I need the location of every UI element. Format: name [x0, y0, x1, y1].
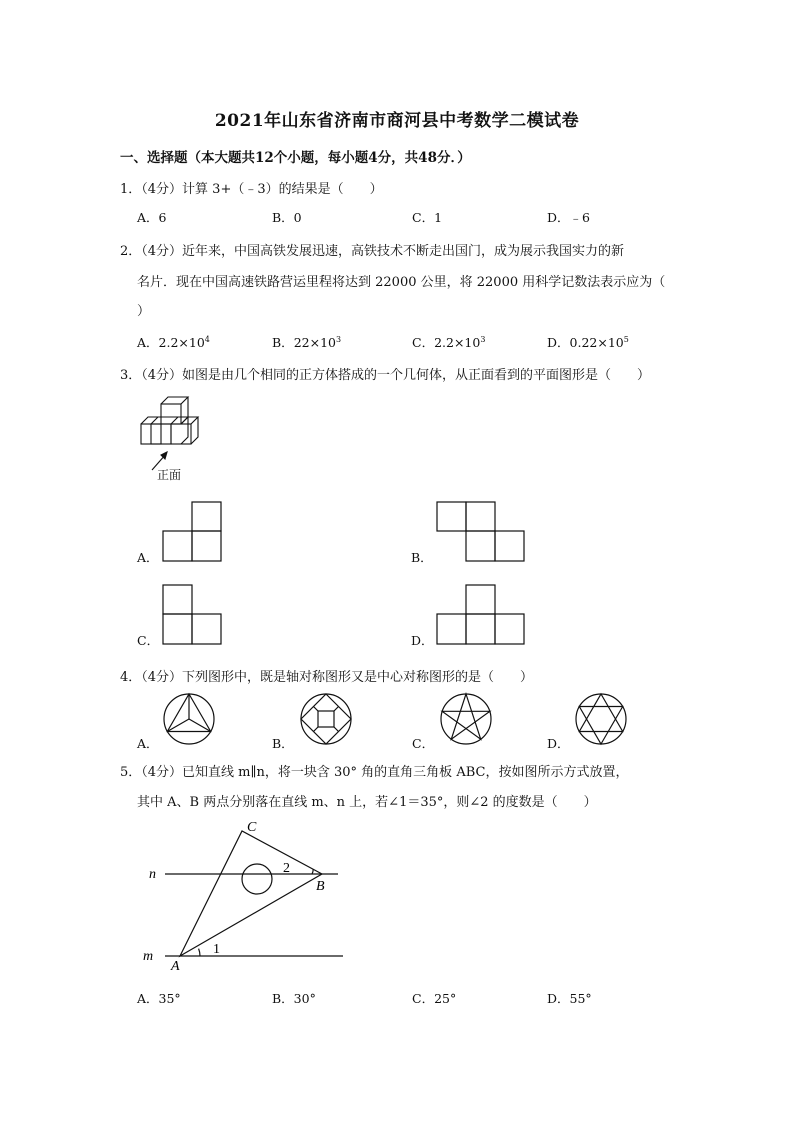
q2-option-b-exponent: 3 [335, 334, 342, 344]
q1-option-b[interactable]: B．0 [272, 210, 302, 225]
q5-option-d[interactable]: D．55° [547, 991, 592, 1006]
q3-option-a-figure[interactable] [162, 501, 222, 562]
q4-option-a[interactable]: A． [137, 736, 159, 751]
angle-1-arc [199, 949, 200, 956]
label-n: n [149, 867, 156, 882]
exam-title: 2021年山东省济南市商河县中考数学二模试卷 [214, 111, 580, 131]
q2-option-c-label: C． [412, 335, 435, 350]
q4-option-c-figure[interactable] [439, 692, 493, 746]
q1-option-a[interactable]: A．6 [137, 210, 167, 225]
triangle-parallel-lines-figure [135, 812, 350, 977]
triangle-abc [180, 831, 322, 956]
question-2-line-2: 名片．现在中国高速铁路营运里程将达到 22000 公里，将 22000 用科学记数法表示应为（ [137, 275, 666, 290]
q2-option-a-exponent: 4 [204, 334, 210, 344]
angle-2-arc [312, 869, 313, 874]
q2-option-d-exponent: 5 [623, 334, 629, 344]
q3-option-b[interactable]: B． [411, 550, 433, 565]
q2-option-d[interactable] [547, 333, 629, 351]
q5-option-a[interactable]: A．35° [137, 991, 181, 1006]
q2-option-b-mantissa: 22×10 [293, 335, 336, 350]
q2-option-d-mantissa: 0.22×10 [569, 335, 624, 350]
label-angle-1: 1 [213, 942, 220, 957]
q4-option-a-figure[interactable] [162, 692, 216, 746]
question-4-text: 4．（4分）下列图形中，既是轴对称图形又是中心对称图形的是（ ） [120, 670, 534, 685]
q2-option-d-label: D． [547, 335, 570, 350]
q2-option-a-mantissa: 2.2×10 [158, 335, 205, 350]
q2-option-b-label: B． [272, 335, 294, 350]
q3-option-a[interactable]: A． [137, 550, 159, 565]
question-2-line-1: 2．（4分）近年来，中国高铁发展迅速，高铁技术不断走出国门，成为展示我国实力的新 [120, 244, 625, 259]
triangle-hole [242, 864, 272, 894]
q4-option-b[interactable]: B． [272, 736, 294, 751]
label-b: B [316, 879, 325, 894]
q2-option-b[interactable] [272, 333, 341, 351]
question-5-line-1: 5．（4分）已知直线 m∥n，将一块含 30° 角的直角三角板 ABC，按如图所示方式放置， [120, 765, 629, 780]
question-2-line-3: ） [137, 304, 151, 319]
q4-option-c[interactable]: C． [412, 736, 435, 751]
label-c: C [247, 820, 257, 835]
q5-option-b[interactable]: B．30° [272, 991, 316, 1006]
q1-option-c[interactable]: C．1 [412, 210, 443, 225]
question-1-text: 1．（4分）计算 3+（﹣3）的结果是（ ） [120, 182, 383, 197]
question-3-text: 3．（4分）如图是由几个相同的正方体搭成的一个几何体，从正面看到的平面图形是（ ） [120, 368, 651, 383]
q4-option-b-figure[interactable] [299, 692, 353, 746]
q3-option-b-figure[interactable] [436, 501, 526, 562]
q2-option-c-exponent: 3 [480, 334, 486, 344]
section-heading: 一、选择题（本大题共12个小题，每小题4分，共48分．） [120, 150, 471, 166]
label-m: m [143, 949, 154, 964]
question-5-line-2: 其中 A、B 两点分别落在直线 m、n 上，若∠1＝35°，则∠2 的度数是（ ） [137, 795, 597, 810]
q4-option-d-figure[interactable] [574, 692, 628, 746]
q3-option-c-figure[interactable] [162, 584, 222, 645]
label-angle-2: 2 [283, 861, 290, 876]
q2-option-a[interactable] [137, 333, 210, 351]
front-view-caption: 正面 [157, 468, 182, 482]
q4-option-d[interactable]: D． [547, 736, 570, 751]
q3-option-c[interactable]: C． [137, 633, 160, 648]
q1-option-d[interactable]: D．﹣6 [547, 210, 590, 225]
label-a: A [171, 959, 180, 974]
q2-option-c[interactable] [412, 333, 485, 351]
q3-option-d[interactable]: D． [411, 633, 434, 648]
q3-option-d-figure[interactable] [436, 584, 526, 645]
q5-option-c[interactable]: C．25° [412, 991, 457, 1006]
q2-option-c-mantissa: 2.2×10 [434, 335, 481, 350]
q2-option-a-label: A． [137, 335, 159, 350]
